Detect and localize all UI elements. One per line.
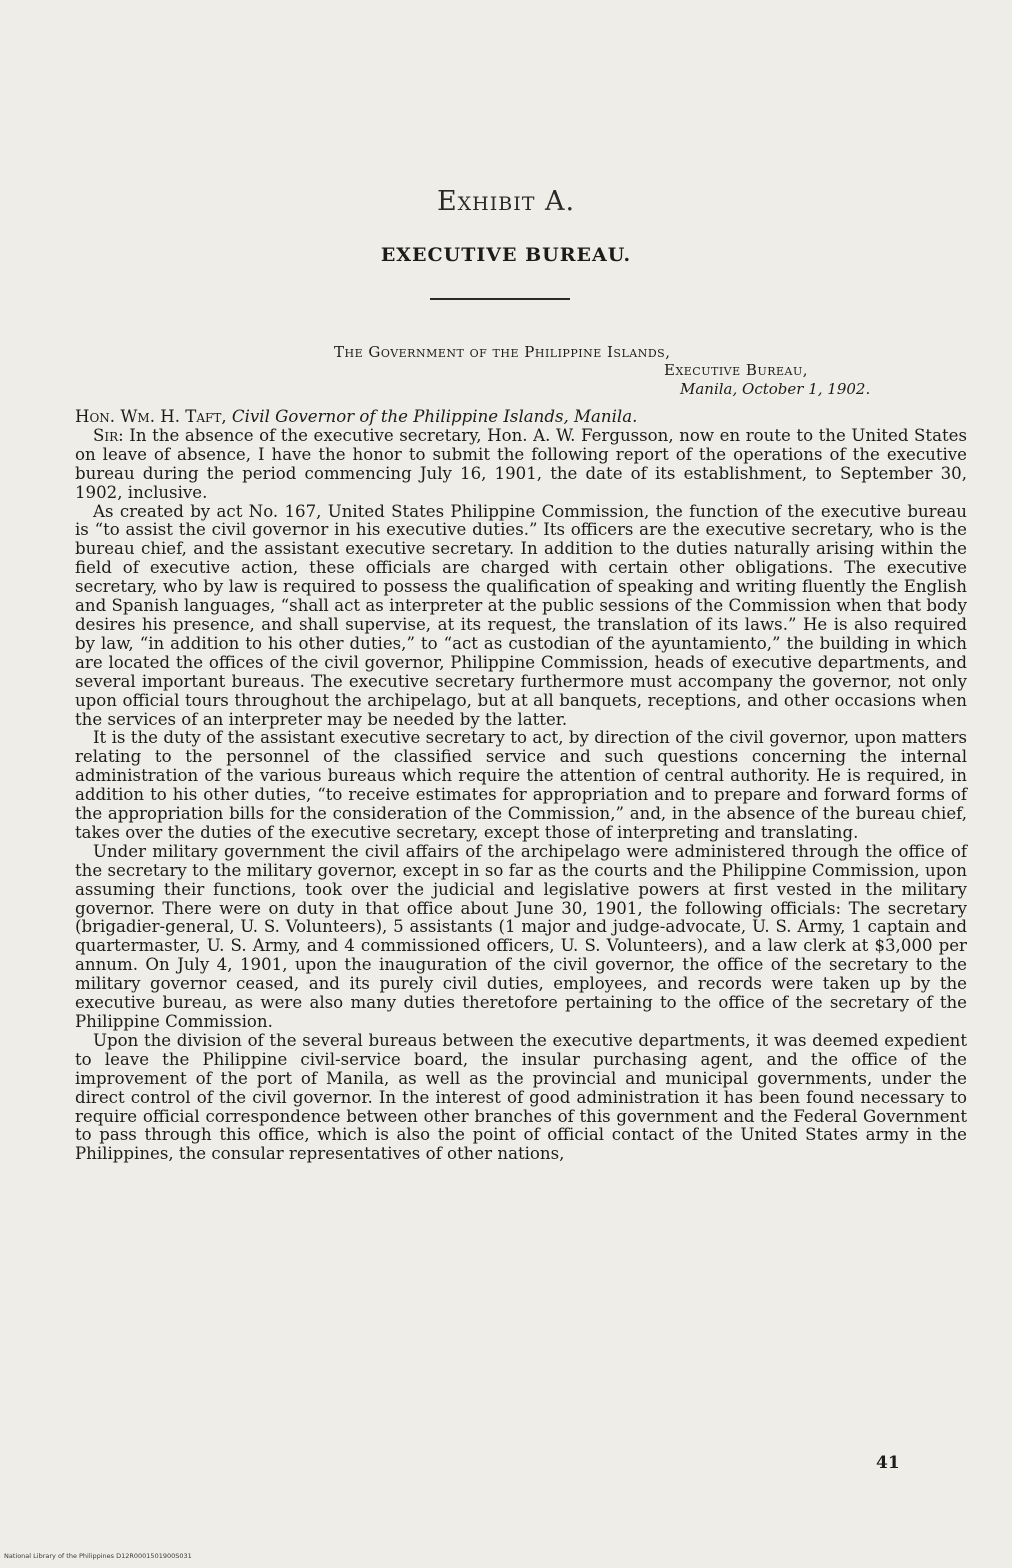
bureau-title: EXECUTIVE BUREAU.	[380, 244, 632, 266]
paragraph-2: As created by act No. 167, United States Philippine Commission, the function of the executive bureau is “to assist the civil governor in his executive duties.” Its officers are the executive secretary, who is the bureau chief, and the assistant executive secretary. In addition to the duties naturally arising within the field of executive action, these officials are charged with certain other obligations. The executive secretary, who by law is required to possess the qualification of speaking and writing fluently the English and Spanish languages, “shall act as interpreter at the public sessions of the Commission when that body desires his presence, and shall supervise, at its request, the translation of its laws.” He is also required by law, “in addition to his other duties,” to “act as custodian of the ayuntamiento,” the building in which are located the offices of the civil governor, Philippine Commission, heads of executive departments, and several important bureaus. The executive secretary furthermore must accompany the governor, not only upon official tours throughout the archipelago, but at all banquets, receptions, and other occasions when the services of an interpreter may be needed by the latter.	[75, 501, 967, 729]
paragraph-1	[75, 427, 967, 503]
exhibit-heading: Exhibit A.	[436, 186, 576, 217]
paragraph-1-lead: Sir:	[93, 425, 124, 445]
scan-footer: National Library of the Philippines D12R0001501900S031	[4, 1552, 192, 1560]
letter-body	[75, 408, 967, 1164]
address-line-3: Manila, October 1, 1902.	[680, 380, 871, 398]
page-number: 41	[876, 1453, 900, 1473]
address-line-2: Executive Bureau,	[664, 361, 809, 379]
paragraph-3: It is the duty of the assistant executive secretary to act, by direction of the civil governor, upon matters relating to the personnel of the classified service and such questions concerning the internal administration of the various bureaus which require the attention of central authority. He is required, in addition to his other duties, “to receive estimates for appropriation and to prepare and forward forms of the appropriation bills for the consideration of the Commission,” and, in the absence of the bureau chief, takes over the duties of the executive secretary, except those of interpreting and translating.	[75, 728, 967, 842]
paragraph-1-text: In the absence of the executive secretary, Hon. A. W. Fergusson, now en route to the United States on leave of absence, I have the honor to submit the following report of the operations of the executive bureau during the period commencing July 16, 1901, the date of its establishment, to September 30, 1902, inclusive.	[75, 425, 967, 502]
salutation-name: Hon. Wm. H. Taft,	[75, 407, 232, 426]
title-divider	[430, 298, 570, 300]
salutation	[75, 408, 967, 427]
paragraph-5: Upon the division of the several bureaus between the executive departments, it was deemed expedient to leave the Philippine civil-service board, the insular purchasing agent, and the office of the improvement of the port of Manila, as well as the provincial and municipal governments, under the direct control of the civil governor. In the interest of good administration it has been found necessary to require official correspondence between other branches of this government and the Federal Government to pass through this office, which is also the point of official contact of the United States army in the Philippines, the consular representatives of other nations,	[75, 1030, 967, 1164]
paragraph-4: Under military government the civil affairs of the archipelago were administered through the office of the secretary to the military governor, except in so far as the courts and the Philippine Commission, upon assuming their functions, took over the judicial and legislative powers at first vested in the military governor. There were on duty in that office about June 30, 1901, the following officials: The secretary (brigadier-general, U. S. Volunteers), 5 assistants (1 major and judge-advocate, U. S. Army, 1 captain and quartermaster, U. S. Army, and 4 commissioned officers, U. S. Volunteers), and a law clerk at $3,000 per annum. On July 4, 1901, upon the inauguration of the civil governor, the office of the secretary to the military governor ceased, and its purely civil duties, employees, and records were taken up by the executive bureau, as were also many duties theretofore pertaining to the office of the secretary of the Philippine Commission.	[75, 841, 967, 1031]
salutation-title: Civil Governor of the Philippine Islands, Manila.	[231, 407, 638, 426]
address-line-1: The Government of the Philippine Islands,	[334, 343, 671, 361]
